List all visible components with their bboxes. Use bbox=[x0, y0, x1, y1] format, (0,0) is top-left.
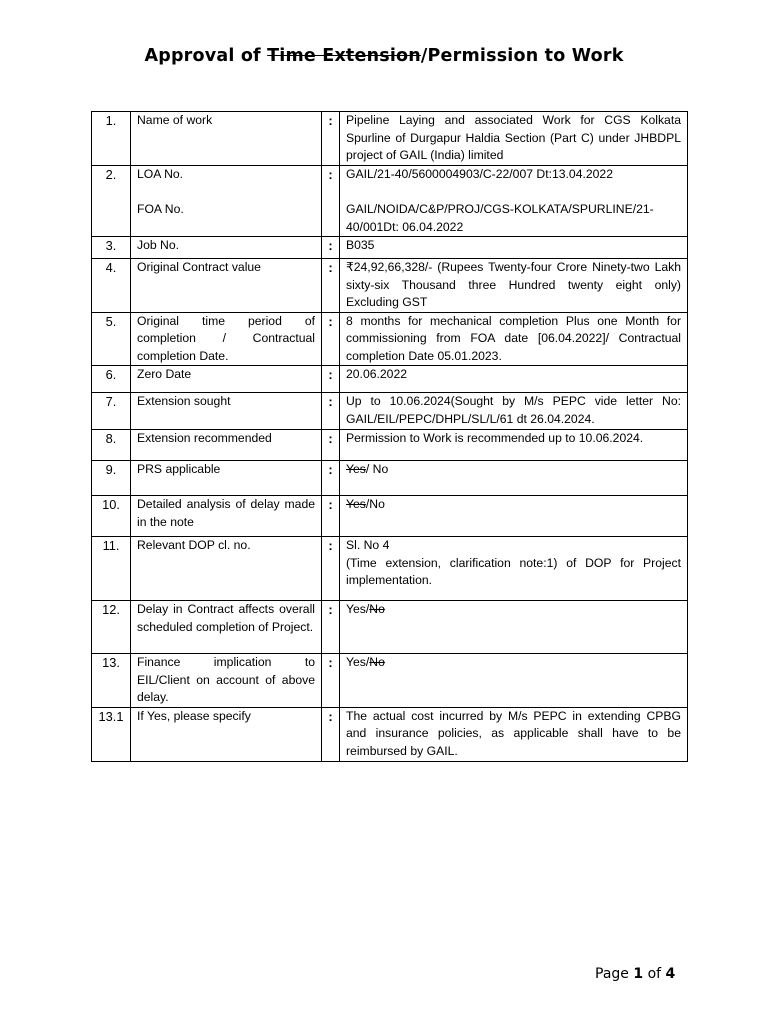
table-row bbox=[92, 461, 688, 496]
row-label: Name of work bbox=[131, 112, 322, 166]
row-value: B035 bbox=[340, 237, 688, 259]
table-row bbox=[92, 259, 688, 313]
table-row bbox=[92, 112, 688, 166]
row-label: Relevant DOP cl. no. bbox=[131, 537, 322, 601]
row-number: 3. bbox=[92, 237, 131, 259]
row-label-line: EIL/Client on account of above delay. bbox=[137, 672, 315, 704]
table-row bbox=[92, 707, 688, 761]
row-value bbox=[340, 601, 688, 654]
spacer bbox=[346, 183, 681, 201]
struck-option: No bbox=[369, 655, 385, 669]
row-label: Original time period of completion / Contractual completion Date. bbox=[131, 312, 322, 366]
page-word: Page bbox=[595, 966, 629, 982]
row-value bbox=[340, 461, 688, 496]
of-word: of bbox=[647, 966, 662, 982]
selected-option: Yes/ bbox=[346, 602, 370, 616]
row-label: Extension recommended bbox=[131, 430, 322, 461]
row-value bbox=[340, 654, 688, 708]
row-value: 8 months for mechanical completion Plus one Month for commissioning from FOA date [06.04.2022]/ Contractual completion Date 05.01.2023. bbox=[340, 312, 688, 366]
table-row bbox=[92, 237, 688, 259]
approval-table bbox=[91, 111, 688, 762]
row-colon: : bbox=[322, 654, 340, 708]
total-pages: 4 bbox=[665, 966, 676, 982]
row-label-line: Finance implication to bbox=[137, 655, 315, 669]
row-number: 12. bbox=[92, 601, 131, 654]
current-page: 1 bbox=[633, 966, 644, 982]
row-value: Up to 10.06.2024(Sought by M/s PEPC vide letter No: GAIL/EIL/PEPC/DHPL/SL/L/61 dt 26.04.2024. bbox=[340, 393, 688, 430]
table-row bbox=[92, 430, 688, 461]
loa-label: LOA No. bbox=[137, 166, 184, 181]
row-number: 13. bbox=[92, 654, 131, 708]
table-row bbox=[92, 537, 688, 601]
foa-value: GAIL/NOIDA/C&P/PROJ/CGS-KOLKATA/SPURLINE/21-40/001Dt: 06.04.2022 bbox=[346, 202, 654, 234]
row-label: Extension sought bbox=[131, 393, 322, 430]
title-prefix: Approval of bbox=[144, 46, 268, 66]
dop-clause-detail: (Time extension, clarification note:1) of DOP for Project implementation. bbox=[346, 555, 681, 587]
row-value: Pipeline Laying and associated Work for CGS Kolkata Spurline of Durgapur Haldia Section (Part C) under JHBDPL project of GAIL (India) limited bbox=[340, 112, 688, 166]
page-number bbox=[595, 966, 675, 982]
row-label: Detailed analysis of delay made in the note bbox=[131, 496, 322, 537]
selected-option: Yes/ bbox=[346, 655, 370, 669]
row-colon: : bbox=[322, 112, 340, 166]
row-label: PRS applicable bbox=[131, 461, 322, 496]
row-colon: : bbox=[322, 237, 340, 259]
title-suffix: /Permission to Work bbox=[420, 46, 624, 66]
row-number: 8. bbox=[92, 430, 131, 461]
row-label: Zero Date bbox=[131, 366, 322, 393]
row-value bbox=[340, 165, 688, 237]
dop-clause: Sl. No 4 bbox=[346, 538, 390, 552]
spacer bbox=[137, 183, 315, 201]
table-row bbox=[92, 165, 688, 237]
row-colon: : bbox=[322, 601, 340, 654]
row-number: 5. bbox=[92, 312, 131, 366]
row-colon: : bbox=[322, 312, 340, 366]
table-row bbox=[92, 601, 688, 654]
row-number: 4. bbox=[92, 259, 131, 313]
row-value: 20.06.2022 bbox=[340, 366, 688, 393]
row-colon: : bbox=[322, 537, 340, 601]
row-value: The actual cost incurred by M/s PEPC in extending CPBG and insurance policies, as applicable shall have to be reimbursed by GAIL. bbox=[340, 707, 688, 761]
row-number: 13.1 bbox=[92, 707, 131, 761]
row-number: 7. bbox=[92, 393, 131, 430]
row-value bbox=[340, 537, 688, 601]
row-colon: : bbox=[322, 496, 340, 537]
row-colon: : bbox=[322, 259, 340, 313]
row-label: Job No. bbox=[131, 237, 322, 259]
row-colon: : bbox=[322, 393, 340, 430]
remaining-option: / No bbox=[365, 462, 389, 476]
table-row bbox=[92, 496, 688, 537]
remaining-option: /No bbox=[365, 497, 385, 511]
row-number: 11. bbox=[92, 537, 131, 601]
page-title bbox=[0, 46, 768, 66]
row-number: 6. bbox=[92, 366, 131, 393]
row-value bbox=[340, 496, 688, 537]
table-row bbox=[92, 654, 688, 708]
struck-option: No bbox=[369, 602, 385, 616]
struck-option: Yes bbox=[346, 497, 366, 511]
row-number: 1. bbox=[92, 112, 131, 166]
row-label: Delay in Contract affects overall scheduled completion of Project. bbox=[131, 601, 322, 654]
row-colon: : bbox=[322, 366, 340, 393]
row-colon: : bbox=[322, 165, 340, 237]
struck-option: Yes bbox=[346, 462, 366, 476]
row-number: 10. bbox=[92, 496, 131, 537]
foa-label: FOA No. bbox=[137, 202, 184, 216]
table-row bbox=[92, 312, 688, 366]
row-colon: : bbox=[322, 461, 340, 496]
row-label: If Yes, please specify bbox=[131, 707, 322, 761]
table-row bbox=[92, 393, 688, 430]
row-label: Original Contract value bbox=[131, 259, 322, 313]
row-colon: : bbox=[322, 430, 340, 461]
loa-value: GAIL/21-40/5600004903/C-22/007 Dt:13.04.2022 bbox=[346, 166, 613, 181]
row-colon: : bbox=[322, 707, 340, 761]
row-number: 2. bbox=[92, 165, 131, 237]
row-label bbox=[131, 654, 322, 708]
row-value: Permission to Work is recommended up to 10.06.2024. bbox=[340, 430, 688, 461]
title-struck-text: Time Extension bbox=[267, 46, 421, 66]
row-value: ₹24,92,66,328/- (Rupees Twenty-four Crore Ninety-two Lakh sixty-six Thousand three Hundred twenty eight only) Excluding GST bbox=[340, 259, 688, 313]
row-number: 9. bbox=[92, 461, 131, 496]
row-label bbox=[131, 165, 322, 237]
table-row bbox=[92, 366, 688, 393]
